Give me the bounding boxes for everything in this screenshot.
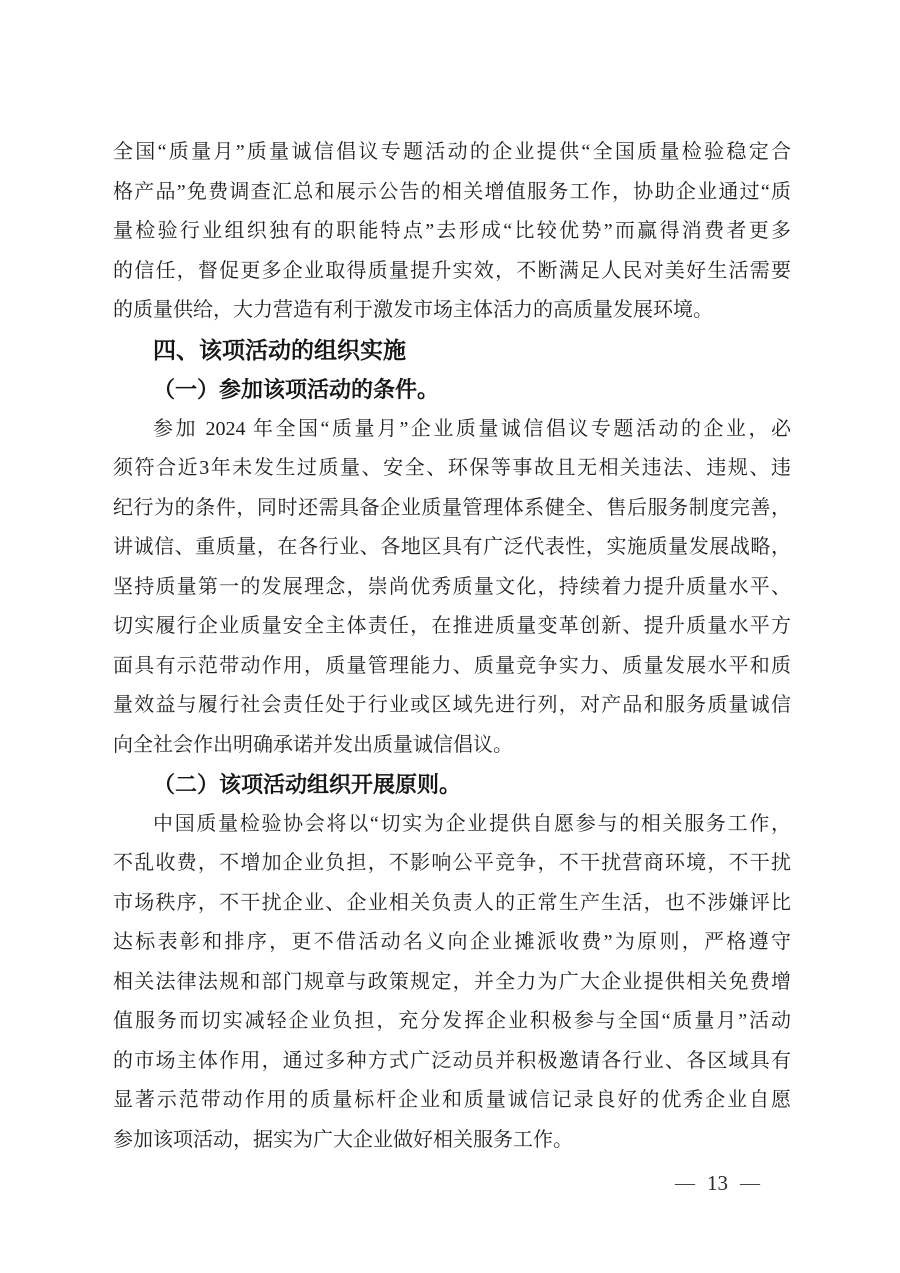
text-line: 参加该项活动，据实为广大企业做好相关服务工作。: [113, 1128, 573, 1151]
footer-page-number: 13: [707, 1171, 728, 1195]
text-line: 达标表彰和排序，更不借活动名义向企业摊派收费”为原则，严格遵守: [113, 931, 791, 953]
text-line: 市场秩序，不干扰企业、企业相关负责人的正常生产生活，也不涉嫌评比: [113, 891, 791, 914]
subsection-heading-1: （一）参加该项活动的条件。: [153, 377, 440, 402]
text-line: 向全社会作出明确承诺并发出质量诚信倡议。: [113, 733, 513, 756]
text-line: 切实履行企业质量安全主体责任，在推进质量变革创新、提升质量水平方: [113, 615, 791, 637]
paragraph-3: [113, 805, 791, 1161]
text-line: 中国质量检验协会将以“切实为企业提供自愿参与的相关服务工作，: [153, 812, 791, 835]
text-line: 全国“质量月”质量诚信倡议专题活动的企业提供“全国质量检验稳定合: [113, 141, 791, 163]
text-line: 显著示范带动作用的质量标杆企业和质量诚信记录良好的优秀企业自愿: [113, 1089, 791, 1111]
footer-left-dash: —: [675, 1172, 695, 1194]
text-line: 量效益与履行社会责任处于行业或区域先进行列，对产品和服务质量诚信: [113, 694, 791, 716]
text-line: 面具有示范带动作用，质量管理能力、质量竞争实力、质量发展水平和质: [113, 654, 791, 677]
subsection-heading-2: （二）该项活动组织开展原则。: [153, 772, 462, 797]
text-line: 值服务而切实减轻企业负担，充分发挥企业积极参与全国“质量月”活动: [113, 1010, 791, 1032]
paragraph-1: [113, 133, 791, 331]
text-line: 的市场主体作用，通过多种方式广泛动员并积极邀请各行业、各区域具有: [113, 1049, 791, 1072]
text-line: 格产品”免费调查汇总和展示公告的相关增值服务工作，协助企业通过“质: [113, 180, 791, 203]
text-line: 量检验行业组织独有的职能特点”去形成“比较优势”而赢得消费者更多: [113, 220, 791, 242]
text-line: 坚持质量第一的发展理念，崇尚优秀质量文化，持续着力提升质量水平、: [113, 575, 791, 598]
text-line: 纪行为的条件，同时还需具备企业质量管理体系健全、售后服务制度完善，: [113, 496, 791, 519]
text-line: 的信任，督促更多企业取得质量提升实效，不断满足人民对美好生活需要: [113, 259, 791, 282]
text-block: [113, 133, 791, 1160]
text-line: 参加 2024 年全国“质量月”企业质量诚信倡议专题活动的企业，必: [153, 417, 791, 440]
text-line: 讲诚信、重质量，在各行业、各地区具有广泛代表性，实施质量发展战略，: [113, 536, 791, 558]
section-heading: 四、该项活动的组织实施: [153, 336, 406, 363]
page-number: [675, 1168, 760, 1198]
paragraph-2: [113, 410, 791, 766]
text-line: 相关法律法规和部门规章与政策规定，并全力为广大企业提供相关免费增: [113, 970, 791, 993]
text-line: 的质量供给，大力营造有利于激发市场主体活力的高质量发展环境。: [113, 299, 713, 321]
text-line: 不乱收费，不增加企业负担，不影响公平竞争，不干扰营商环境，不干扰: [113, 852, 791, 874]
footer-right-dash: —: [740, 1172, 760, 1194]
text-line: 须符合近3年未发生过质量、安全、环保等事故且无相关违法、违规、违: [113, 457, 791, 479]
